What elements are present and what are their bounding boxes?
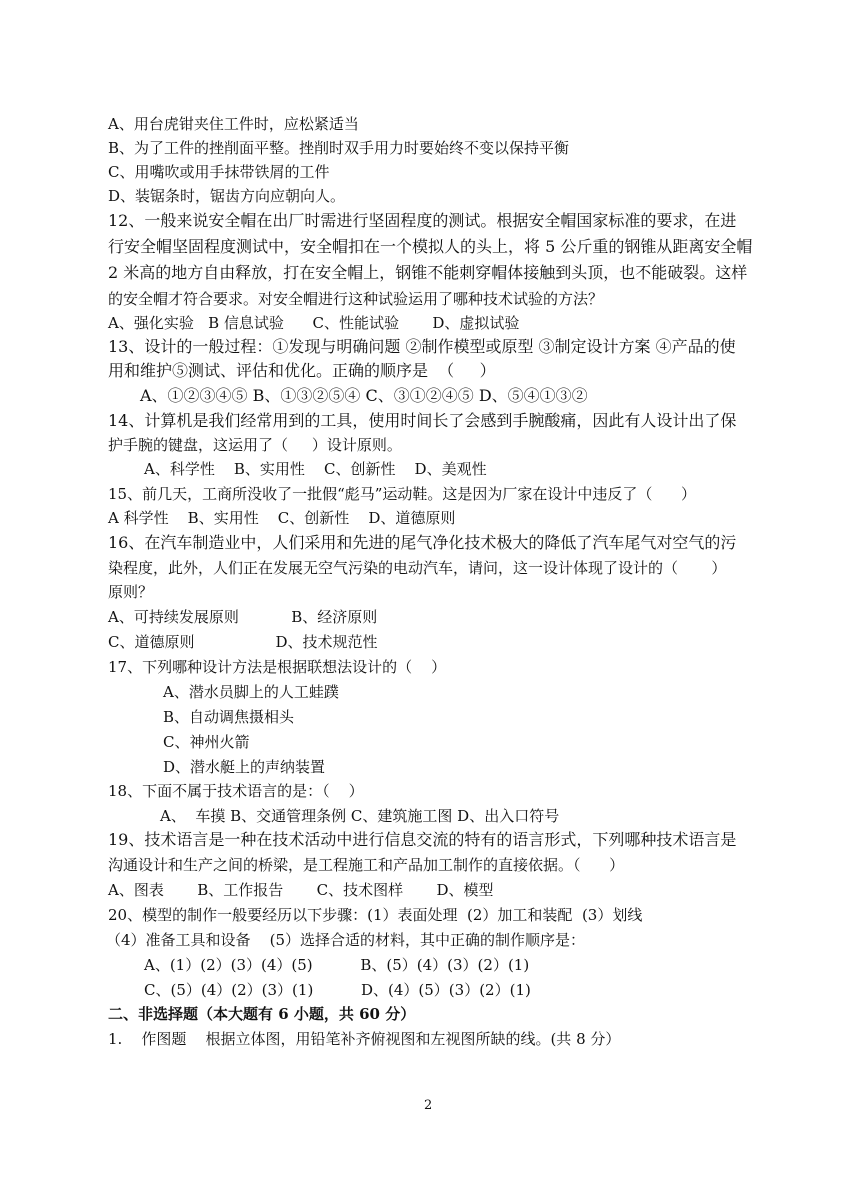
q13-text-line1: 13、设计的一般过程：①发现与明确问题 ②制作模型或原型 ③制定设计方案 ④产品的使 (108, 337, 736, 356)
q15-options: A 科学性 B、实用性 C、创新性 D、道德原则 (108, 509, 456, 527)
q18-text: 18、下面不属于技术语言的是：（ ） (108, 782, 364, 800)
q11-option-d: D、装锯条时，锯齿方向应朝向人。 (108, 187, 346, 205)
q20-text-line1: 20、模型的制作一般要经历以下步骤：(1）表面处理 (2）加工和装配 (3）划线 (108, 906, 643, 924)
q14-options: A、科学性 B、实用性 C、创新性 D、美观性 (144, 460, 487, 478)
q20-text-line2: （4）准备工具和设备 (5）选择合适的材料，其中正确的制作顺序是： (106, 931, 586, 949)
q19-options: A、图表 B、工作报告 C、技术图样 D、模型 (108, 881, 494, 899)
page-number: 2 (424, 1098, 433, 1113)
q16-options-row1: A、可持续发展原则 B、经济原则 (108, 608, 378, 626)
q12-text-line4: 的安全帽才符合要求。对安全帽进行这种试验运用了哪种技术试验的方法？ (108, 290, 604, 308)
q17-option-c: C、神州火箭 (163, 733, 250, 751)
q16-text-line2: 染程度，此外，人们正在发展无空气污染的电动汽车，请问，这一设计体现了设计的（ ） (108, 559, 727, 577)
drawing-question: 1. 作图题 根据立体图，用铅笔补齐俯视图和左视图所缺的线。(共 8 分） (108, 1030, 621, 1048)
q14-text-line1: 14、计算机是我们经常用到的工具，使用时间长了会感到手腕酸痛，因此有人设计出了保 (108, 411, 737, 430)
q17-option-a: A、潜水员脚上的人工蛙蹼 (163, 683, 339, 701)
q20-options-row2: C、(5）(4）(2）(3）(1) D、(4）(5）(3）(2）(1) (144, 981, 531, 999)
q17-option-d: D、潜水艇上的声纳装置 (163, 758, 326, 776)
q13-text-line2: 用和维护⑤测试、评估和优化。正确的顺序是 （ ） (108, 361, 496, 380)
q12-text-line2: 行安全帽坚固程度测试中，安全帽扣在一个模拟人的头上，将 5 公斤重的钢锥从距离安全帽 (108, 237, 753, 256)
q11-option-b: B、为了工件的挫削面平整。挫削时双手用力时要始终不变以保持平衡 (108, 139, 570, 157)
section-two-heading: 二、非选择题（本大题有 6 小题，共 60 分） (108, 1005, 416, 1023)
q16-text-line3: 原则？ (108, 583, 154, 601)
q18-options: A、 车摸 B、交通管理条例 C、建筑施工图 D、出入口符号 (160, 807, 560, 825)
q19-text-line1: 19、技术语言是一种在技术活动中进行信息交流的特有的语言形式，下列哪种技术语言是 (108, 830, 737, 849)
q16-text-line1: 16、在汽车制造业中，人们采用和先进的尾气净化技术极大的降低了汽车尾气对空气的污 (108, 533, 737, 552)
q20-options-row1: A、(1）(2）(3）(4）(5) B、(5）(4）(3）(2）(1) (144, 956, 530, 974)
q14-text-line2: 护手腕的键盘，这运用了（ ）设计原则。 (108, 436, 402, 454)
q12-text-line3: 2 米高的地方自由释放，打在安全帽上，钢锥不能刺穿帽体接触到头顶，也不能破裂。这样 (108, 263, 748, 282)
q12-text-line1: 12、一般来说安全帽在出厂时需进行坚固程度的测试。根据安全帽国家标准的要求，在进 (108, 211, 737, 230)
q11-option-a: A、用台虎钳夹住工件时，应松紧适当 (108, 115, 359, 133)
q11-option-c: C、用嘴吹或用手抹带铁屑的工件 (108, 163, 330, 181)
q19-text-line2: 沟通设计和生产之间的桥梁，是工程施工和产品加工制作的直接依据。（ ） (108, 856, 625, 874)
q13-options: A、①②③④⑤ B、①③②⑤④ C、③①②④⑤ D、⑤④①③② (140, 386, 588, 405)
q12-options: A、强化实验 B 信息试验 C、性能试验 D、虚拟试验 (108, 314, 520, 332)
q17-option-b: B、自动调焦摄相头 (163, 708, 295, 726)
q15-text: 15、前几天，工商所没收了一批假“彪马”运动鞋。这是因为厂家在设计中违反了（ ） (108, 485, 697, 503)
q17-text: 17、下列哪种设计方法是根据联想法设计的（ ） (108, 658, 447, 676)
q16-options-row2: C、道德原则 D、技术规范性 (108, 633, 378, 651)
